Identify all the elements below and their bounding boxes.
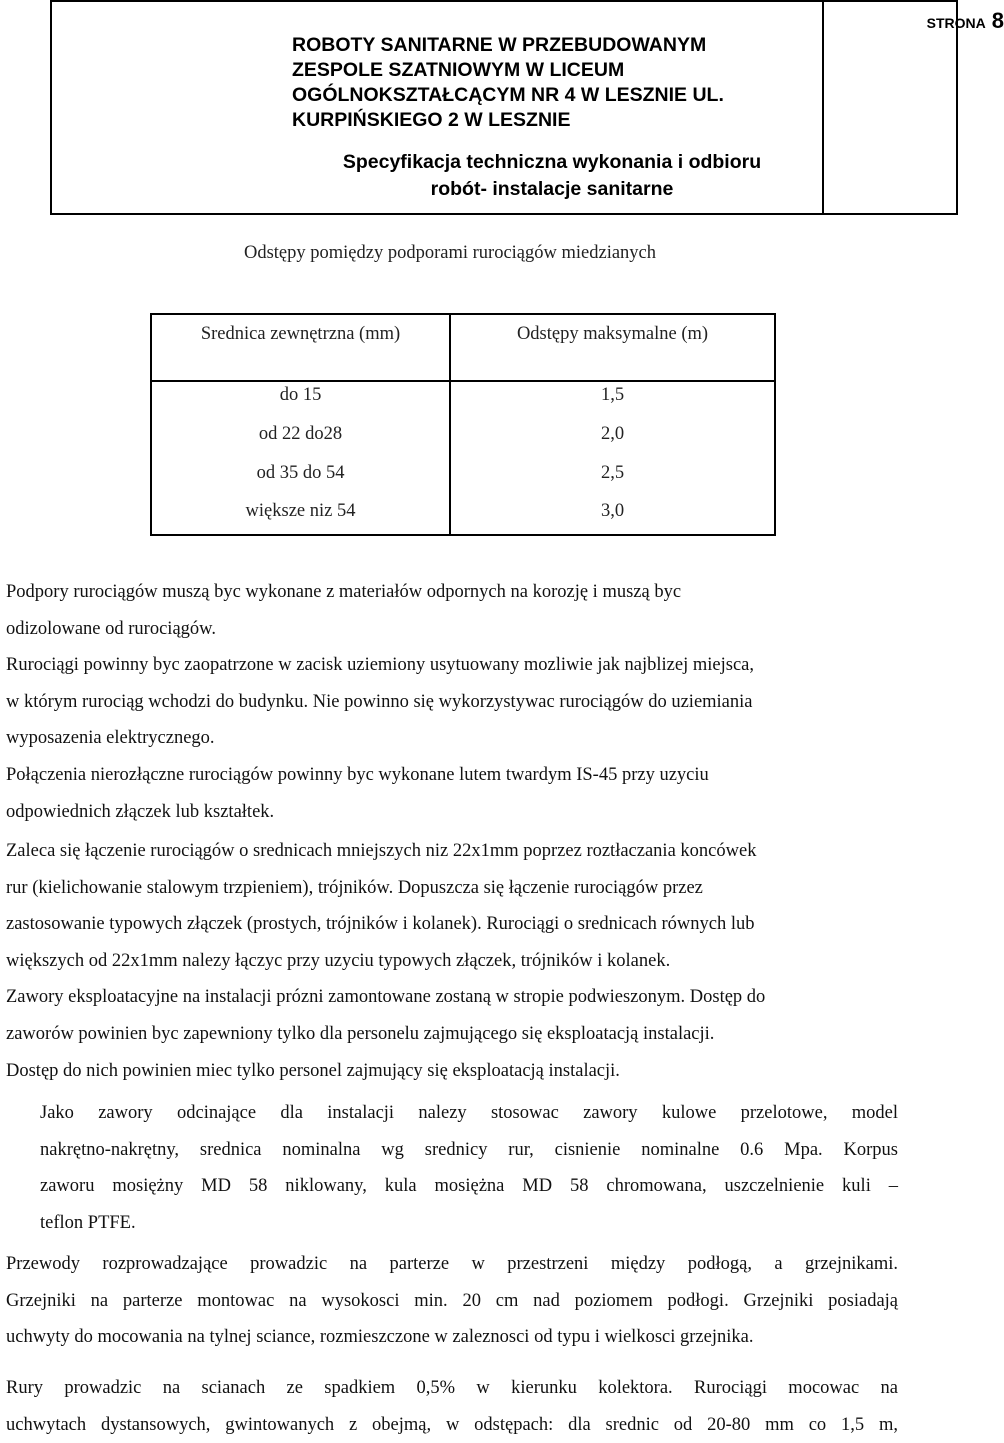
text-line: rur (kielichowanie stalowym trzpieniem), trójników. Dopuszcza się łączenie rurociągów przez: [6, 877, 703, 898]
spacing-table: [150, 313, 776, 536]
table-cell: od 22 do28: [258, 424, 343, 444]
text-line: zaworu mosiężny MD 58 niklowany, kula mosiężna MD 58 chromowana, uszczelnienie kuli –: [40, 1176, 898, 1197]
table-header-spacing: Odstępy maksymalne (m): [516, 324, 709, 344]
paragraph-radiators: [6, 1246, 898, 1319]
header-title: [292, 33, 812, 133]
table-caption: Odstępy pomiędzy podporami rurociągów miedzianych: [243, 243, 657, 263]
text-line: odizolowane od rurociągów.: [6, 618, 216, 639]
paragraph-supports: [6, 574, 898, 647]
paragraph-valves-end: [40, 1205, 898, 1242]
text-line: uchwyty do mocowania na tylnej sciance, rozmieszczone w zaleznosci od typu i wielkosci grzejnika.: [6, 1327, 754, 1347]
text-line: nakrętno-nakrętny, srednica nominalna wg srednicy rur, cisnienie nominalne 0.6 Mpa. Korpus: [40, 1139, 898, 1160]
table-header-divider: [152, 380, 774, 382]
table-cell: od 35 do 54: [256, 463, 345, 483]
text-line: Dostęp do nich powinien miec tylko personel zajmujący się eksploatacją instalacji.: [6, 1060, 620, 1081]
text-line: Zawory eksploatacyjne na instalacji prózni zamontowane zostaną w stropie podwieszonym. Dostęp do: [6, 987, 766, 1008]
text-line: Rury prowadzic na scianach ze spadkiem 0,5% w kierunku kolektora. Rurociągi mocowac na: [6, 1378, 898, 1398]
text-line: w którym rurociąg wchodzi do budynku. Nie powinno się wykorzystywac rurociągów do uziemiania: [6, 691, 753, 712]
text-line: wyposazenia elektrycznego.: [6, 728, 215, 749]
page-number: 8: [991, 8, 1004, 33]
document-header: [50, 0, 1004, 215]
paragraph-grounding: [6, 647, 898, 757]
text-line: Przewody rozprowadzające prowadzic na parterze w przestrzeni między podłogą, a grzejnikami.: [6, 1254, 898, 1274]
paragraph-radiators-end: [6, 1319, 898, 1356]
paragraph-joints: [6, 757, 898, 830]
text-line: teflon PTFE.: [40, 1213, 136, 1233]
table-cell: 2,5: [600, 463, 625, 483]
table-cell: 1,5: [600, 385, 625, 405]
table-cell: do 15: [279, 385, 322, 405]
header-subtitle-line: robót- instalacje sanitarne: [430, 178, 674, 200]
text-line: odpowiednich złączek lub kształtek.: [6, 801, 275, 822]
text-line: Połączenia nierozłączne rurociągów powinny byc wykonane lutem twardym IS-45 przy uzyciu: [6, 765, 709, 785]
page-label: STRONA: [926, 15, 986, 31]
text-line: zastosowanie typowych złączek (prostych, trójników i kolanek). Rurociągi o srednicach równych lub: [6, 914, 755, 935]
paragraph-pipe-routing: [6, 1370, 898, 1443]
header-subtitle: [292, 149, 812, 203]
header-title-line: ROBOTY SANITARNE W PRZEBUDOWANYM: [292, 34, 707, 56]
text-line: uchwytach dystansowych, gwintowanych z obejmą, w odstępach: dla srednic od 20-80 mm co 1,5 m,: [6, 1414, 898, 1435]
paragraph-valves: [40, 1095, 898, 1205]
header-title-line: OGÓLNOKSZTAŁCĄCYM NR 4 W LESZNIE UL.: [292, 84, 724, 106]
paragraph-connections: [6, 833, 898, 1089]
header-subtitle-line: Specyfikacja techniczna wykonania i odbioru: [342, 151, 762, 173]
text-line: Rurociągi powinny byc zaopatrzone w zacisk uziemiony usytuowany mozliwie jak najblizej miejsca,: [6, 655, 754, 675]
text-line: Grzejniki na parterze montowac na wysokosci min. 20 cm nad poziomem podłogi. Grzejniki posiadają: [6, 1290, 898, 1311]
text-line: Zaleca się łączenie rurociągów o srednicach mniejszych niz 22x1mm poprzez roztłaczania koncówek: [6, 841, 757, 861]
table-cell: większe niz 54: [245, 501, 356, 521]
table-cell: 3,0: [600, 501, 625, 521]
page-indicator: [824, 8, 1004, 34]
text-line: Podpory rurociągów muszą byc wykonane z materiałów odpornych na korozję i muszą byc: [6, 582, 682, 602]
header-title-line: KURPIŃSKIEGO 2 W LESZNIE: [292, 109, 571, 131]
text-line: Jako zawory odcinające dla instalacji nalezy stosowac zawory kulowe przelotowe, model: [40, 1103, 898, 1123]
text-line: zaworów powinien byc zapewniony tylko dla personelu zajmującego się eksploatacją instalacji.: [6, 1023, 715, 1044]
header-title-line: ZESPOLE SZATNIOWYM W LICEUM: [292, 59, 625, 81]
table-header-diameter: Srednica zewnętrzna (mm): [200, 324, 401, 344]
table-cell: 2,0: [600, 424, 625, 444]
text-line: większych od 22x1mm nalezy łączyc przy uzyciu typowych złączek, trójników i kolanek.: [6, 950, 671, 971]
